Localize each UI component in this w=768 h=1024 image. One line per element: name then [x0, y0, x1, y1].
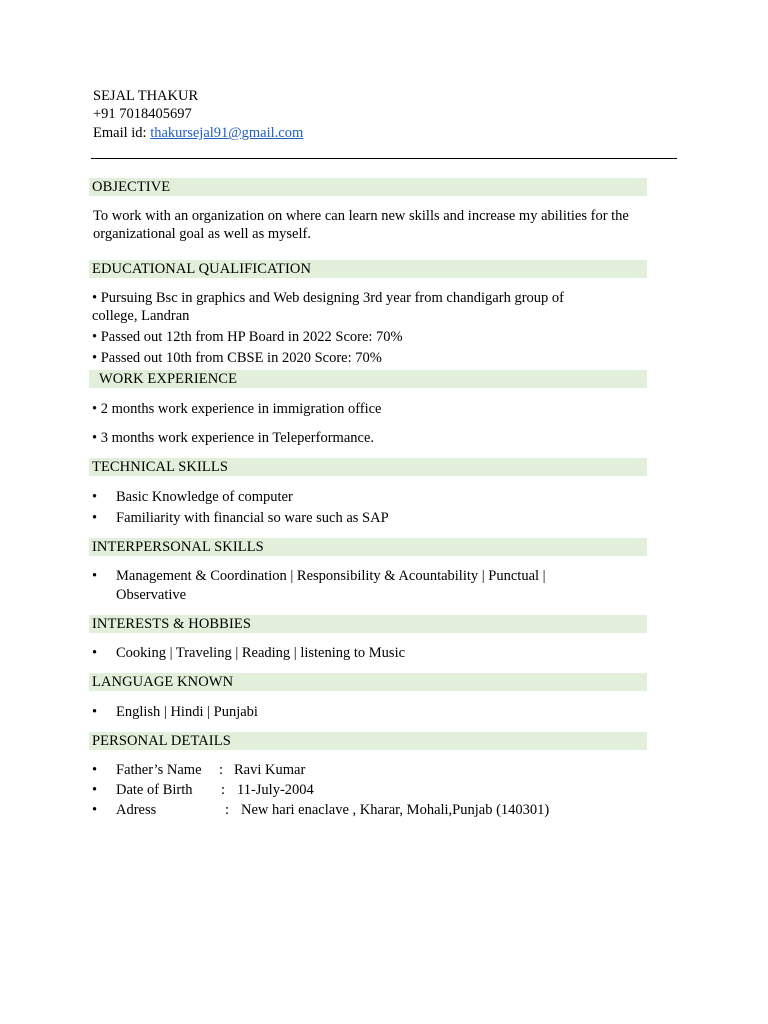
bullet-icon: •	[92, 568, 98, 584]
bullet-icon: •	[92, 782, 98, 798]
personal-label-dob: Date of Birth	[116, 782, 193, 798]
email-link[interactable]: thakursejal91@gmail.com	[150, 125, 304, 141]
bullet-icon: •	[92, 762, 98, 778]
email-label: Email id:	[93, 125, 151, 141]
phone-number: +91 7018405697	[93, 106, 192, 122]
section-education-title: EDUCATIONAL QUALIFICATION	[89, 260, 647, 278]
section-objective-title: OBJECTIVE	[89, 178, 647, 196]
work-item: • 2 months work experience in immigration office	[92, 401, 382, 417]
section-technical-title: TECHNICAL SKILLS	[89, 458, 647, 476]
personal-value-address: New hari enaclave , Kharar, Mohali,Punjab (140301)	[241, 802, 550, 818]
section-personal-title: PERSONAL DETAILS	[89, 732, 647, 750]
interests-item: Cooking | Traveling | Reading | listening to Music	[116, 645, 406, 661]
personal-value-father: Ravi Kumar	[234, 762, 306, 778]
objective-text: To work with an organization on where can learn new skills and increase my abilities for the organizational goal as well as myself.	[93, 208, 629, 242]
bullet-icon: •	[92, 510, 98, 526]
personal-sep: :	[219, 762, 224, 778]
section-work-title: WORK EXPERIENCE	[89, 370, 647, 388]
work-item: • 3 months work experience in Teleperformance.	[92, 430, 375, 446]
bullet-icon: •	[92, 704, 98, 720]
section-languages-title: LANGUAGE KNOWN	[89, 673, 647, 691]
technical-item: Basic Knowledge of computer	[116, 489, 293, 505]
bullet-icon: •	[92, 645, 98, 661]
bullet-icon: •	[92, 802, 98, 818]
personal-label-address: Adress	[116, 802, 157, 818]
personal-sep: :	[221, 782, 226, 798]
section-interpersonal-title: INTERPERSONAL SKILLS	[89, 538, 647, 556]
education-item: • Pursuing Bsc in graphics and Web designing 3rd year from chandigarh group of college, Landran	[92, 290, 564, 324]
personal-value-dob: 11-July-2004	[237, 782, 314, 798]
email-line	[93, 124, 303, 142]
section-interests-title: INTERESTS & HOBBIES	[89, 615, 647, 633]
education-item: • Passed out 12th from HP Board in 2022 Score: 70%	[92, 329, 403, 345]
interpersonal-item-continued: Observative	[116, 587, 187, 603]
interpersonal-item: Management & Coordination | Responsibility & Acountability | Punctual |	[116, 568, 546, 584]
technical-item: Familiarity with financial so ware such as SAP	[116, 510, 389, 526]
languages-item: English | Hindi | Punjabi	[116, 704, 258, 720]
header-divider	[91, 158, 677, 159]
education-item: • Passed out 10th from CBSE in 2020 Score: 70%	[92, 350, 382, 366]
personal-label-father: Father’s Name	[116, 762, 202, 778]
personal-sep: :	[225, 802, 230, 818]
candidate-name: SEJAL THAKUR	[93, 88, 199, 104]
bullet-icon: •	[92, 489, 98, 505]
